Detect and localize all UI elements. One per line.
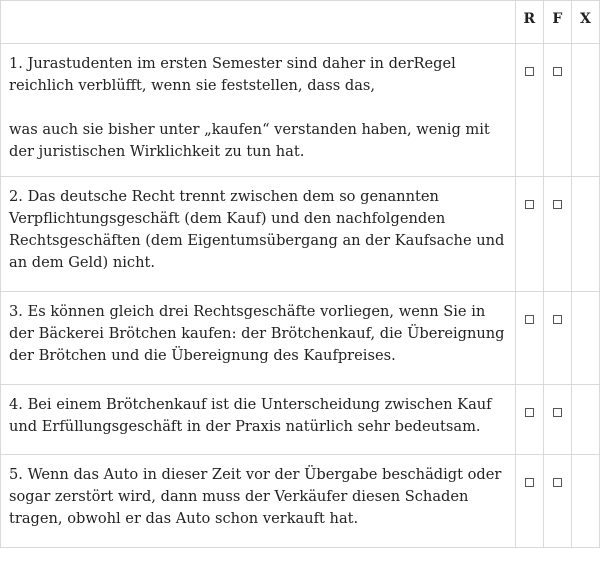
statement-row-2 <box>1 177 600 292</box>
checkbox-f-4[interactable] <box>553 408 562 417</box>
statement-4-paragraph-1: 4. Bei einem Brötchenkauf ist die Unterscheidung zwischen Kauf und Erfüllungsgeschäft in der Praxis natürlich sehr bedeutsam. <box>9 396 492 435</box>
statement-text-4 <box>1 385 516 455</box>
statement-row-1 <box>1 44 600 177</box>
cell-x-2 <box>571 177 599 292</box>
statement-1-paragraph-1: 1. Jurastudenten im ersten Semester sind daher in derRegel reichlich verblüfft, wenn sie feststellen, dass das, <box>9 55 456 94</box>
statement-2-paragraph-1: 2. Das deutsche Recht trennt zwischen dem so genannten Verpflichtungsgeschäft (dem Kauf) und den nachfolgenden Rechtsgeschäften (dem Eigentumsübergang an der Kaufsache und an dem Geld) nicht. <box>9 188 505 271</box>
cell-f-2 <box>543 177 571 292</box>
cell-f-4 <box>543 385 571 455</box>
cell-f-3 <box>543 292 571 385</box>
statement-3-paragraph-1: 3. Es können gleich drei Rechtsgeschäfte vorliegen, wenn Sie in der Bäckerei Brötchen kaufen: der Brötchenkauf, die Übereignung der Brötchen und die Übereignung des Kaufpreises. <box>9 303 505 364</box>
cell-r-4 <box>515 385 543 455</box>
cell-f-5 <box>543 455 571 548</box>
cell-x-3 <box>571 292 599 385</box>
checkbox-r-4[interactable] <box>525 408 534 417</box>
checkbox-r-2[interactable] <box>525 200 534 209</box>
checkbox-f-5[interactable] <box>553 478 562 487</box>
checkbox-r-1[interactable] <box>525 67 534 76</box>
statement-text-1 <box>1 44 516 177</box>
cell-x-1 <box>571 44 599 177</box>
cell-r-1 <box>515 44 543 177</box>
checkbox-f-3[interactable] <box>553 315 562 324</box>
cell-r-3 <box>515 292 543 385</box>
statement-5-paragraph-1: 5. Wenn das Auto in dieser Zeit vor der Übergabe beschädigt oder sogar zerstört wird, dann muss der Verkäufer diesen Schaden tragen, obwohl er das Auto schon verkauft hat. <box>9 466 502 527</box>
checkbox-r-3[interactable] <box>525 315 534 324</box>
statement-text-5 <box>1 455 516 548</box>
statement-1-paragraph-2: was auch sie bisher unter „kaufen“ verstanden haben, wenig mit der juristischen Wirklichkeit zu tun hat. <box>9 121 490 160</box>
statement-row-3 <box>1 292 600 385</box>
column-header-r: R <box>515 1 543 44</box>
column-header-f: F <box>543 1 571 44</box>
cell-r-2 <box>515 177 543 292</box>
cell-x-5 <box>571 455 599 548</box>
checkbox-r-5[interactable] <box>525 478 534 487</box>
checkbox-f-2[interactable] <box>553 200 562 209</box>
column-header-x: X <box>571 1 599 44</box>
cell-x-4 <box>571 385 599 455</box>
statement-row-5 <box>1 455 600 548</box>
header-row <box>1 1 600 44</box>
statement-row-4 <box>1 385 600 455</box>
cell-r-5 <box>515 455 543 548</box>
statement-text-2 <box>1 177 516 292</box>
statement-text-3 <box>1 292 516 385</box>
checkbox-f-1[interactable] <box>553 67 562 76</box>
cell-f-1 <box>543 44 571 177</box>
statement-column-header <box>1 1 516 44</box>
